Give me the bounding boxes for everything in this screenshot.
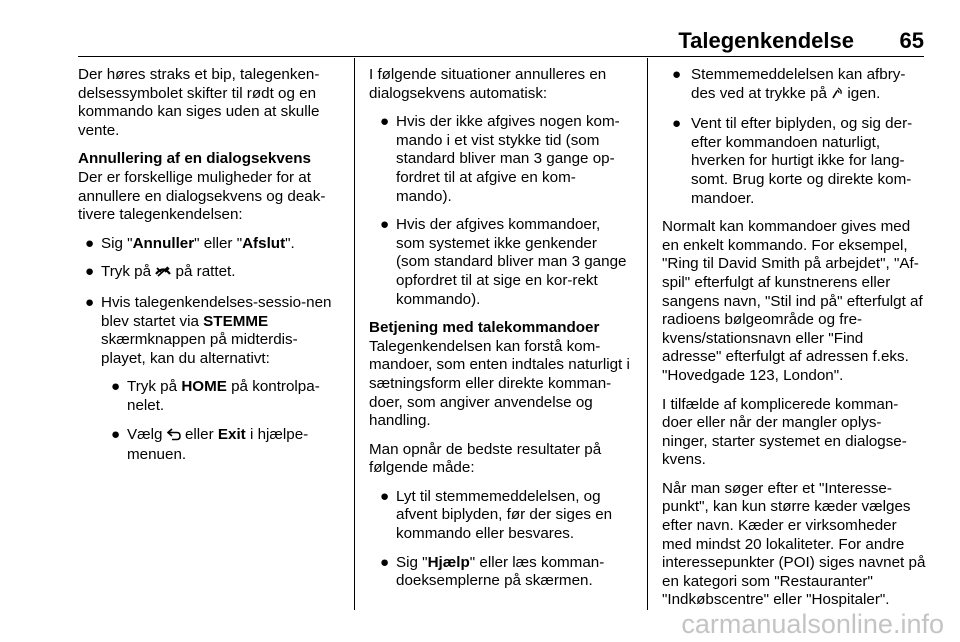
- page-title: Talegenkendelse: [678, 28, 854, 53]
- watermark: carmanualsonline.info: [681, 609, 944, 639]
- cancel-intro: Der er forskellige muligheder for at annullere en dialogsekvens og deak-tivere talegenkendelsen:: [78, 168, 326, 224]
- column-1: [78, 66, 340, 475]
- keyword-home: HOME: [181, 378, 227, 396]
- bullet: ●: [85, 234, 95, 252]
- column-divider: [354, 58, 355, 610]
- auto-cancel-intro: I følgende situationer annulleres en dialogsekvens automatisk:: [369, 66, 607, 102]
- voice-control-icon: [831, 86, 843, 106]
- bullet: ●: [111, 378, 121, 396]
- keyword-afslut: Afslut: [242, 234, 286, 252]
- list-item: ● Stemmemeddelelsen kan afbry-des ved at trykke på igen.: [662, 66, 926, 105]
- bullet: ●: [672, 115, 682, 133]
- keyword-hjaelp: Hjælp: [427, 553, 470, 571]
- sub-list-item: ● Vælg eller Exit i hjælpe-menuen.: [111, 425, 309, 464]
- column-2: [369, 66, 631, 601]
- list-item: ● Hvis talegenkendelses-sessio-nen blev startet via STEMME skærmknappen på midterdis-playet, kan du alternativt:: [85, 293, 332, 367]
- page-number: 65: [899, 28, 924, 53]
- list-item: ● Sig "Annuller" eller "Afslut".: [85, 234, 295, 252]
- page-header: [78, 24, 924, 57]
- bullet: ●: [111, 425, 121, 443]
- keyword-stemme: STEMME: [203, 312, 269, 330]
- keyword-exit: Exit: [217, 425, 246, 443]
- bullet: ●: [672, 66, 682, 83]
- normal-commands-paragraph: Normalt kan kommandoer gives med en enkelt kommando. For eksempel, "Ring til David Smith på arbejdet", "Af-spil" efterfulgt af kunstnerens eller sangens navn, "Stil ind på" efterfulgt af radioens bølgeområde og fre-kvens/stationsnavn eller "Find adresse" efterfulgt af adressen f.eks. "Hovedgade 123, London".: [662, 218, 923, 384]
- list-item: ● Sig "Hjælp" eller læs komman-doeksemplerne på skærmen.: [380, 553, 605, 590]
- intro-paragraph: Der høres straks et bip, talegenken-delsessymbolet skifter til rødt og en kommando kan siges uden at skulle vente.: [78, 66, 320, 139]
- column-3: [662, 66, 926, 620]
- list-item: ● Hvis der afgives kommandoer, som systemet ikke genkender (som standard bliver man 3 gange opfordret til at sige en kor-rekt kommando).: [380, 216, 627, 308]
- operation-paragraph: Talegenkendelsen kan forstå kom-mandoer, som enten indtales naturligt i sætningsform eller direkte komman-doer, som angiver anvendelse og handling.: [369, 337, 630, 430]
- poi-paragraph: Når man søger efter et "Interesse-punkt", kan kun større kæder vælges efter navn. Kæder er virksomheder med mindst 20 lokaliteter. For andre interessepunkter (POI) siges navnet på en kategori som "Restauranter" "Indkøbscentre" eller "Hospitaler".: [662, 479, 926, 609]
- bullet: ●: [380, 553, 390, 571]
- bullet: ●: [85, 263, 95, 281]
- list-item: ● Lyt til stemmemeddelelsen, og afvent biplyden, før der siges en kommando eller besvares.: [380, 487, 613, 543]
- bullet: ●: [85, 293, 95, 311]
- list-item: ● Vent til efter biplyden, og sig der-efter kommandoen naturligt, hverken for hurtigt ikke for lang-somt. Brug korte og direkte kom-mandoer.: [672, 115, 913, 207]
- section-heading-operation: Betjening med talekommandoer: [369, 319, 600, 337]
- list-item: ● Tryk på på rattet.: [78, 263, 340, 284]
- sub-list-item: ● Tryk på HOME på kontrolpa-nelet.: [111, 378, 320, 414]
- section-heading-cancel: Annullering af en dialogsekvens: [78, 150, 311, 168]
- keyword-annuller: Annuller: [132, 234, 195, 252]
- bullet: ●: [380, 113, 390, 131]
- bullet: ●: [380, 216, 390, 234]
- phone-hangup-icon: [155, 265, 171, 284]
- bullet: ●: [380, 487, 390, 505]
- complex-commands-paragraph: I tilfælde af komplicerede komman-doer eller når der mangler oplys-ninger, starter systemet en dialogse-kvens.: [662, 395, 907, 469]
- list-item: ● Hvis der ikke afgives nogen kom-mando i et vist stykke tid (som standard bliver man 3 gange op-fordret til at afgive en kom-mando).: [380, 113, 620, 205]
- back-arrow-icon: [167, 428, 181, 447]
- best-results-paragraph: Man opnår de bedste resultater på følgende måde:: [369, 440, 602, 477]
- column-divider: [647, 58, 648, 610]
